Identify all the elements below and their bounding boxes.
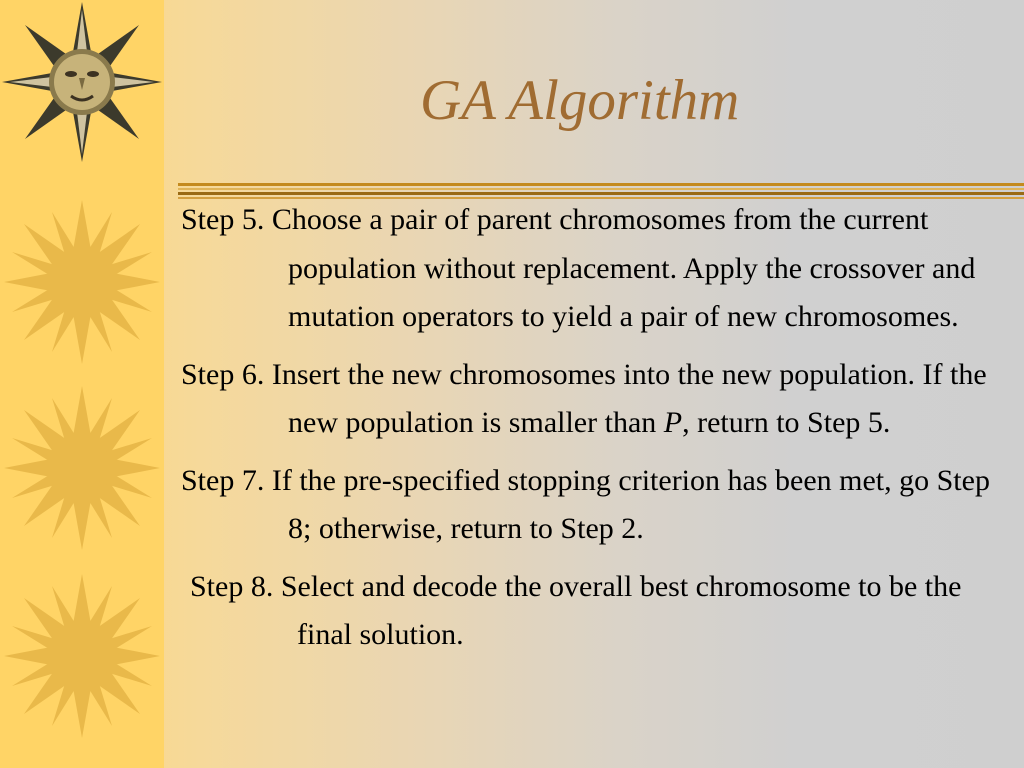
step-variable: P: [663, 406, 683, 439]
step-label: Step 6.: [181, 357, 265, 391]
step-7: [181, 457, 1017, 554]
sun-icon: [0, 560, 164, 752]
decorative-sidebar: [0, 0, 164, 768]
step-label: Step 8.: [190, 569, 274, 603]
step-text: Select and decode the overall best chromosome to be the final solution.: [280, 569, 962, 651]
step-text: Choose a pair of parent chromosomes from the current population without replacement. Apply the crossover and mutation operators to yield a pair of new chromosomes.: [271, 203, 976, 333]
step-label: Step 7.: [181, 463, 265, 497]
step-text: If the pre-specified stopping criterion has been met, go Step 8; otherwise, return to Step 2.: [271, 463, 990, 545]
slide-title: GA Algorithm: [420, 69, 740, 132]
sun-face-icon: [0, 0, 164, 192]
sun-icon: [0, 186, 164, 378]
step-label: Step 5.: [181, 203, 265, 236]
step-text: Insert the new chromosomes into the new population. If the new population is smaller than: [271, 357, 987, 439]
step-text-end: , return to Step 5.: [682, 406, 891, 439]
step-5: [181, 196, 1017, 342]
slide-body: [181, 196, 1017, 669]
step-6: [181, 351, 1017, 448]
step-8: [190, 563, 1017, 660]
sun-icon: [0, 372, 164, 564]
